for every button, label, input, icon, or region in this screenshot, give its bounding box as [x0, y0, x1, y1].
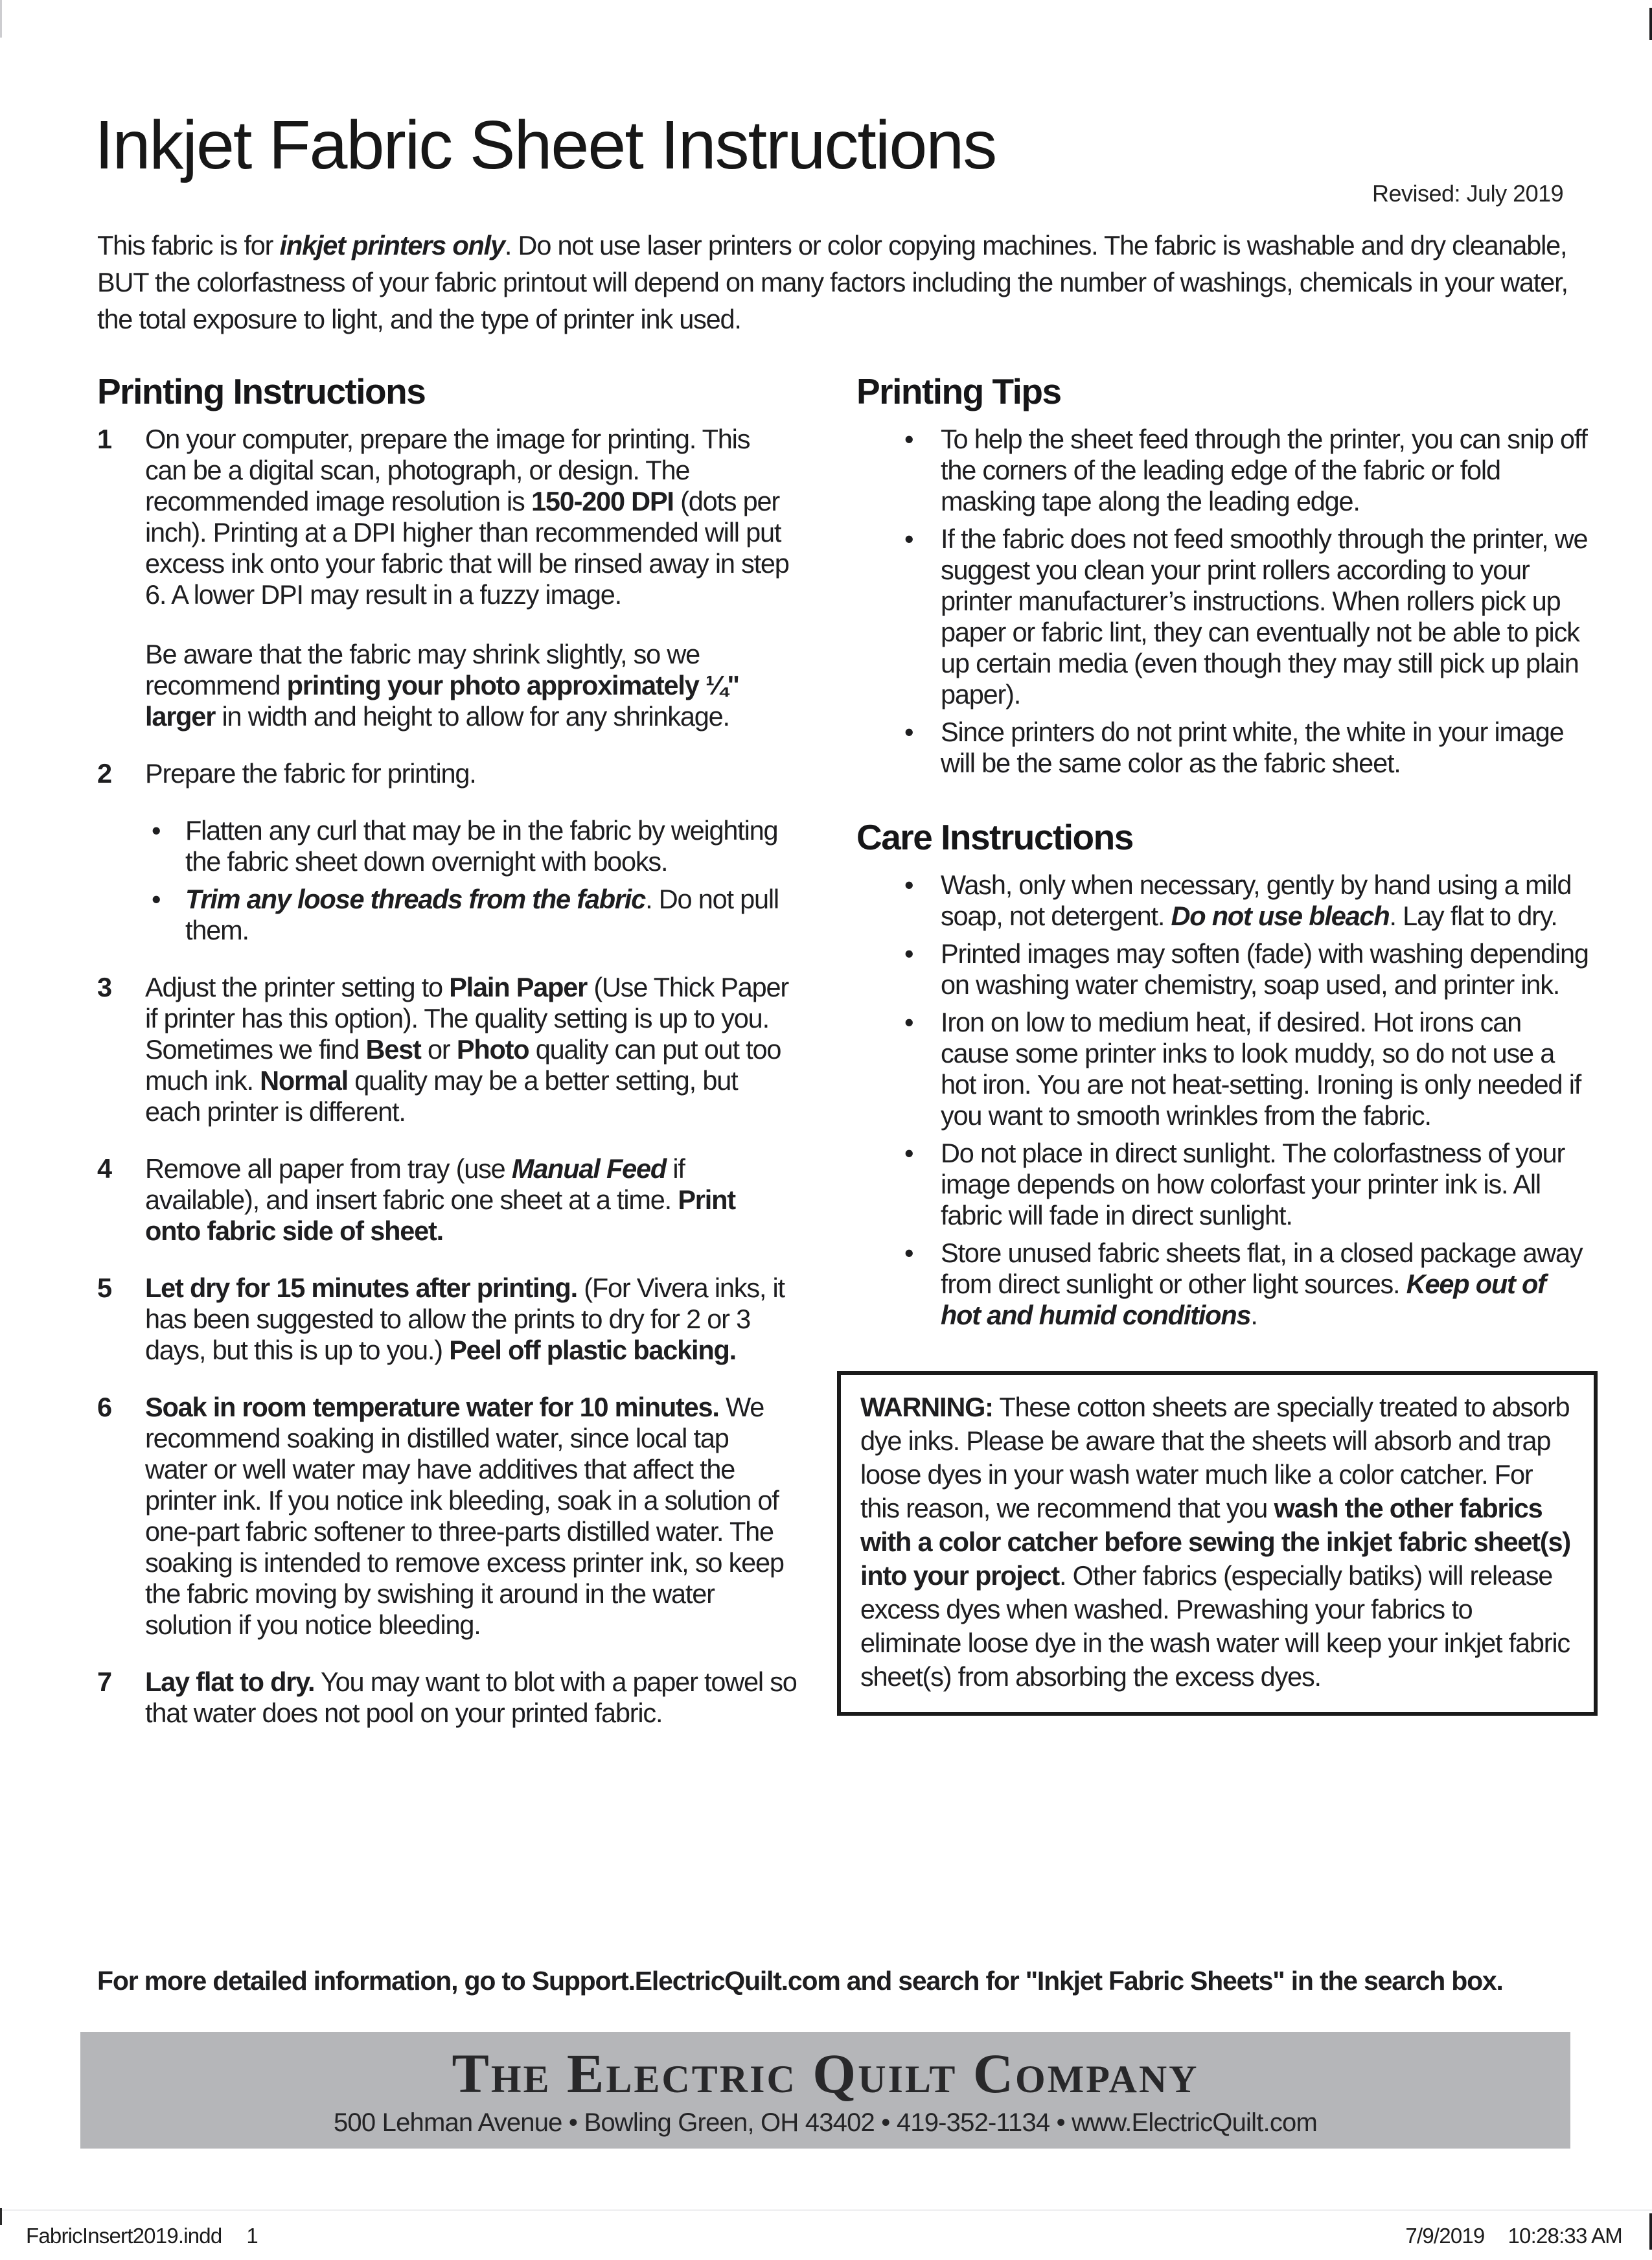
bullet-icon: •: [904, 424, 914, 454]
step-body: [145, 424, 797, 732]
intro-paragraph: This fabric is for inkjet printers only. Do not use laser printers or color copying machines. The fabric is washable and dry cleanable, BUT the colorfastness of your fabric printout will depend on many factors including the number of washings, chemicals in your water, the total exposure to light, and the type of printer ink used.: [97, 230, 1568, 334]
print-date: 7/9/2019: [1405, 2224, 1485, 2248]
bullet-text: Flatten any curl that may be in the fabric by weighting the fabric sheet down overnight with books.: [185, 815, 778, 877]
list-item: [856, 1007, 1589, 1131]
bullet-icon: •: [152, 815, 161, 846]
step-paragraph: Let dry for 15 minutes after printing. (For Vivera inks, it has been suggested to allow the prints to dry for 2 or 3 days, but this is up to you.) Peel off plastic backing.: [145, 1273, 785, 1365]
list-item: [856, 717, 1589, 779]
company-name: The Electric Quilt Company: [452, 2042, 1199, 2104]
revised-date: Revised: July 2019: [1372, 180, 1564, 207]
step-body: [145, 1666, 797, 1729]
list-item: [145, 884, 797, 946]
bullet-icon: •: [904, 524, 914, 554]
step-4: [97, 1153, 797, 1247]
step-number: 7: [97, 1666, 113, 1697]
step-paragraph: On your computer, prepare the image for printing. This can be a digital scan, photograph, or design. The recommended image resolution is 150-200 DPI (dots per inch). Printing at a DPI higher than recommended will put excess ink onto your fabric that will be rinsed away in step 6. A lower DPI may result in a fuzzy image.: [145, 424, 789, 610]
page-number: 1: [246, 2224, 258, 2248]
step-paragraph: Remove all paper from tray (use Manual Feed if available), and insert fabric one sheet at a time. Print onto fabric side of sheet.: [145, 1153, 735, 1246]
crop-mark-bottom-left: [0, 2208, 2, 2225]
step-number: 3: [97, 972, 113, 1002]
bullet-text: Trim any loose threads from the fabric. Do not pull them.: [185, 884, 779, 945]
print-footer-right: [1405, 2224, 1622, 2248]
step-body: [145, 972, 797, 1127]
step-body: [145, 1392, 797, 1641]
right-column: [856, 371, 1589, 1716]
warning-box: [837, 1371, 1598, 1716]
bullet-text: Printed images may soften (fade) with washing depending on washing water chemistry, soap used, and printer ink.: [941, 938, 1589, 1000]
bullet-icon: •: [904, 870, 914, 900]
step-body: [145, 1153, 797, 1247]
step-number: 1: [97, 424, 113, 454]
list-item: [856, 1138, 1589, 1231]
step-number: 6: [97, 1392, 113, 1422]
step-2: [97, 758, 797, 946]
list-item: [856, 938, 1589, 1000]
bullet-text: Iron on low to medium heat, if desired. Hot irons can cause some printer inks to look muddy, so do not use a hot iron. You are not heat-setting. Ironing is only needed if you want to smooth wrinkles from the fabric.: [941, 1007, 1581, 1131]
bullet-text: If the fabric does not feed smoothly through the printer, we suggest you clean your print rollers according to your printer manufacturer’s instructions. When rollers pick up paper or fabric lint, they can eventually not be able to pick up certain media (even though they may still pick up plain paper).: [941, 524, 1588, 709]
bullet-icon: •: [904, 1238, 914, 1268]
bullet-icon: •: [904, 1138, 914, 1168]
step-paragraph: Adjust the printer setting to Plain Paper (Use Thick Paper if printer has this option). The quality setting is up to you. Sometimes we find Best or Photo quality can put out too much ink. Normal quality may be a better setting, but each printer is different.: [145, 972, 788, 1127]
step-3: [97, 972, 797, 1127]
warning-text: WARNING: These cotton sheets are specially treated to absorb dye inks. Please be aware that the sheets will absorb and trap loose dyes in your wash water much like a color catcher. For this reason, we recommend that you wash the other fabrics with a color catcher before sewing the inkjet fabric sheet(s) into your project. Other fabrics (especially batiks) will release excess dyes when washed. Prewashing your fabrics to eliminate loose dye in the wash water will keep your inkjet fabric sheet(s) from absorbing the excess dyes.: [860, 1392, 1571, 1692]
crop-mark-top-right: [1649, 8, 1652, 40]
step-paragraph: Prepare the fabric for printing.: [145, 758, 476, 789]
bullet-text: Since printers do not print white, the white in your image will be the same color as the fabric sheet.: [941, 717, 1564, 778]
list-item: [856, 524, 1589, 710]
list-item: [856, 424, 1589, 517]
bullet-icon: •: [904, 1007, 914, 1037]
bullet-text: Store unused fabric sheets flat, in a closed package away from direct sunlight or other light sources. Keep out of hot and humid conditions.: [941, 1238, 1583, 1330]
step-number: 5: [97, 1273, 113, 1303]
step-paragraph: Lay flat to dry. You may want to blot with a paper towel so that water does not pool on your printed fabric.: [145, 1666, 797, 1728]
step-7: [97, 1666, 797, 1729]
page-bottom-edge-line: [0, 2209, 1652, 2211]
company-banner: [80, 2032, 1570, 2149]
care-instructions-section: [856, 816, 1589, 1331]
care-instructions-heading: Care Instructions: [856, 817, 1133, 857]
list-item: [856, 1238, 1589, 1331]
bullet-text: Do not place in direct sunlight. The colorfastness of your image depends on how colorfast your printer ink is. All fabric will fade in direct sunlight.: [941, 1138, 1565, 1230]
crop-mark-top-left: [0, 0, 2, 38]
step-1: [97, 424, 797, 732]
bullet-icon: •: [152, 884, 161, 914]
printing-instructions-heading: Printing Instructions: [97, 371, 426, 411]
bullet-icon: •: [904, 717, 914, 747]
step-number: 4: [97, 1153, 113, 1184]
step-paragraph: Soak in room temperature water for 10 minutes. We recommend soaking in distilled water, since local tap water or well water may have additives that affect the printer ink. If you notice ink bleeding, soak in a solution of one-part fabric softener to three-parts distilled water. The soaking is intended to remove excess printer ink, so keep the fabric moving by swishing it around in the water solution if you notice bleeding.: [145, 1392, 784, 1640]
step-bullet-list: [145, 815, 797, 946]
crop-mark-bottom-right: [1649, 2213, 1652, 2250]
footer-note: For more detailed information, go to Support.ElectricQuilt.com and search for "Inkjet Fabric Sheets" in the search box.: [97, 1966, 1503, 1996]
content-columns: [97, 371, 1589, 1729]
list-item: [145, 815, 797, 877]
company-address: 500 Lehman Avenue • Bowling Green, OH 43402 • 419-352-1134 • www.ElectricQuilt.com: [333, 2108, 1318, 2137]
step-paragraph: Be aware that the fabric may shrink slightly, so we recommend printing your photo approximately ¼" larger in width and height to allow for any shrinkage.: [145, 639, 739, 732]
print-time: 10:28:33 AM: [1508, 2224, 1622, 2248]
step-6: [97, 1392, 797, 1641]
page-title: Inkjet Fabric Sheet Instructions: [95, 107, 996, 183]
file-name: FabricInsert2019.indd: [26, 2224, 222, 2248]
printing-tips-heading: Printing Tips: [856, 371, 1061, 411]
step-body: [145, 1273, 797, 1366]
bullet-text: Wash, only when necessary, gently by hand using a mild soap, not detergent. Do not use bleach. Lay flat to dry.: [941, 870, 1572, 931]
bullet-text: To help the sheet feed through the printer, you can snip off the corners of the leading edge of the fabric or fold masking tape along the leading edge.: [941, 424, 1587, 516]
step-body: [145, 758, 797, 946]
list-item: [856, 870, 1589, 932]
step-number: 2: [97, 758, 113, 789]
printing-instructions-section: [97, 371, 797, 1729]
print-footer-left: [26, 2224, 258, 2248]
step-5: [97, 1273, 797, 1366]
printing-tips-section: [856, 371, 1589, 779]
bullet-icon: •: [904, 938, 914, 969]
